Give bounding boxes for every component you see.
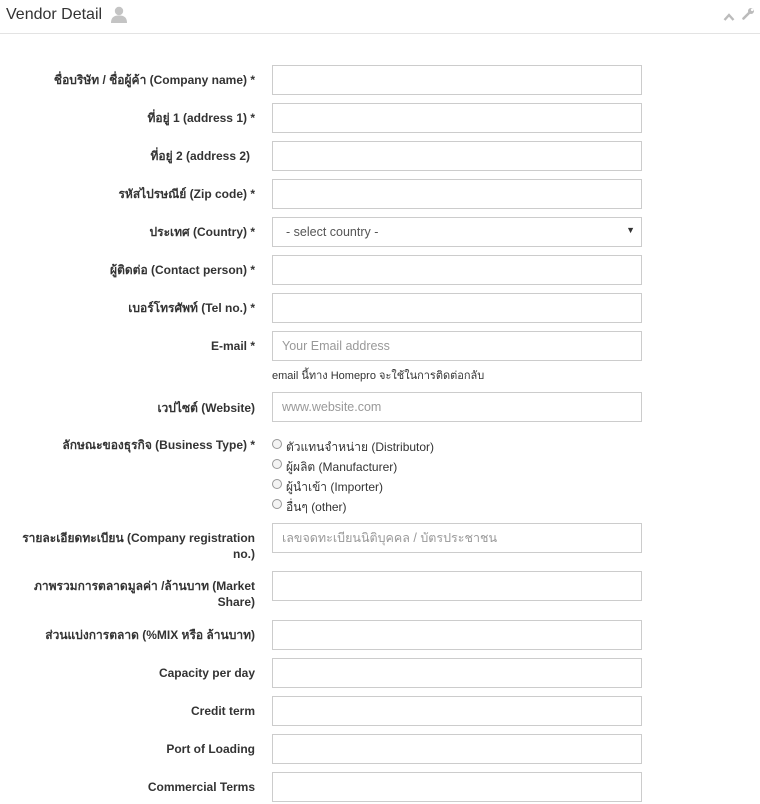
country-selected-value: - select country - xyxy=(286,225,379,239)
registration-label xyxy=(15,530,255,562)
business-type-label: ลักษณะของธุรกิจ (Business Type) * xyxy=(62,438,255,452)
company-name-input[interactable] xyxy=(272,65,642,95)
contact-label: ผู้ติดต่อ (Contact person) * xyxy=(110,263,255,277)
port-input[interactable] xyxy=(272,734,642,764)
country-label: ประเทศ (Country) * xyxy=(149,225,255,239)
registration-input[interactable] xyxy=(272,523,642,553)
contact-input[interactable] xyxy=(272,255,642,285)
registration-label-line1: รายละเอียดทะเบียน (Company registration xyxy=(22,531,255,545)
country-select[interactable] xyxy=(272,217,642,247)
radio-label: ตัวแทนจำหน่าย (Distributor) xyxy=(286,440,435,454)
address2-label: ที่อยู่ 2 (address 2) xyxy=(150,149,250,163)
company-name-label: ชื่อบริษัท / ชื่อผู้ค้า (Company name) * xyxy=(53,73,255,87)
email-input[interactable] xyxy=(272,331,642,361)
address2-input[interactable] xyxy=(272,141,642,171)
tel-input[interactable] xyxy=(272,293,642,323)
panel-header xyxy=(0,0,760,34)
caret-down-icon: ▼ xyxy=(626,225,635,235)
market-share-label-line2: Share) xyxy=(217,595,255,609)
radio-button[interactable] xyxy=(272,499,282,509)
port-label: Port of Loading xyxy=(166,742,255,756)
website-label: เวปไซต์ (Website) xyxy=(157,401,255,415)
tel-label: เบอร์โทรศัพท์ (Tel no.) * xyxy=(128,301,255,315)
address1-input[interactable] xyxy=(272,103,642,133)
radio-label: อื่นๆ (other) xyxy=(286,500,347,514)
radio-button[interactable] xyxy=(272,459,282,469)
website-input[interactable] xyxy=(272,392,642,422)
panel-title: Vendor Detail xyxy=(6,6,103,23)
credit-term-input[interactable] xyxy=(272,696,642,726)
credit-term-label: Credit term xyxy=(190,704,255,718)
market-share-input[interactable] xyxy=(272,571,642,601)
market-share-label xyxy=(15,578,255,610)
capacity-input[interactable] xyxy=(272,658,642,688)
email-label: E-mail * xyxy=(210,339,255,353)
chevron-up-icon[interactable] xyxy=(723,9,735,27)
user-icon xyxy=(110,5,128,28)
radio-label: ผู้ผลิต (Manufacturer) xyxy=(286,460,398,474)
email-help-text: email นี้ทาง Homepro จะใช้ในการติดต่อกลับ xyxy=(272,370,485,382)
address1-label: ที่อยู่ 1 (address 1) * xyxy=(147,111,255,125)
radio-label: ผู้นำเข้า (Importer) xyxy=(286,480,384,494)
registration-label-line2: no.) xyxy=(233,547,255,561)
radio-button[interactable] xyxy=(272,439,282,449)
market-mix-input[interactable] xyxy=(272,620,642,650)
commercial-input[interactable] xyxy=(272,772,642,802)
wrench-icon[interactable] xyxy=(742,7,755,25)
zip-label: รหัสไปรษณีย์ (Zip code) * xyxy=(118,187,255,201)
commercial-label: Commercial Terms xyxy=(147,780,255,794)
market-mix-label: ส่วนแบ่งการตลาด (%MIX หรือ ล้านบาท) xyxy=(45,628,255,642)
capacity-label: Capacity per day xyxy=(158,666,255,680)
radio-button[interactable] xyxy=(272,479,282,489)
zip-input[interactable] xyxy=(272,179,642,209)
market-share-label-line1: ภาพรวมการตลาดมูลค่า /ล้านบาท (Market xyxy=(33,579,255,593)
